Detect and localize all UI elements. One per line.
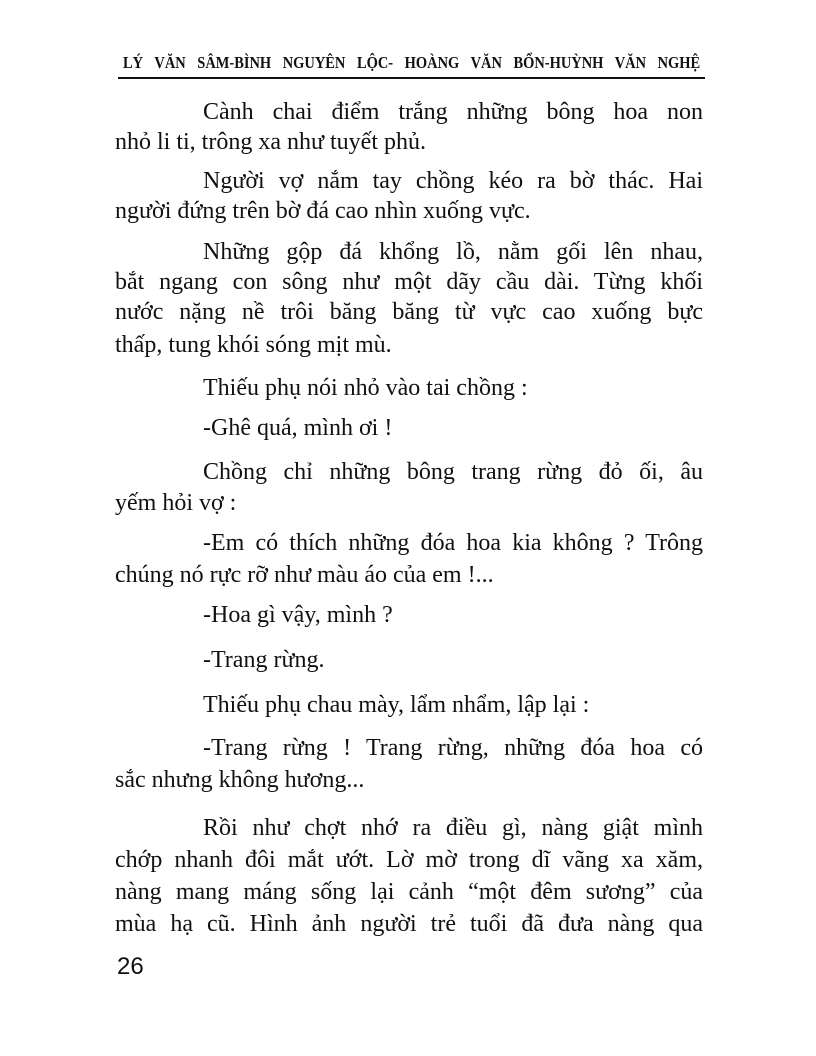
text-line: -Em có thích những đóa hoa kia không ? Trông <box>203 530 703 556</box>
text-line: Chồng chỉ những bông trang rừng đỏ ối, âu <box>203 459 703 485</box>
text-line: bắt ngang con sông như một dãy cầu dài. Từng khối <box>115 269 703 295</box>
text-line: mùa hạ cũ. Hình ảnh người trẻ tuổi đã đưa nàng qua <box>115 911 703 937</box>
text-line: -Ghê quá, mình ơi ! <box>203 415 393 441</box>
text-line: Thiếu phụ nói nhỏ vào tai chồng : <box>203 375 528 401</box>
text-line: -Trang rừng ! Trang rừng, những đóa hoa có <box>203 735 703 761</box>
text-line: thấp, tung khói sóng mịt mù. <box>115 332 392 358</box>
text-line: -Hoa gì vậy, mình ? <box>203 602 393 628</box>
text-line: Những gộp đá khổng lồ, nằm gối lên nhau, <box>203 239 703 265</box>
running-header: LÝ VĂN SÂM-BÌNH NGUYÊN LỘC- HOÀNG VĂN BỔN-HUỲNH VĂN NGHỆ <box>123 53 701 72</box>
header-rule <box>118 77 705 79</box>
text-line: Rồi như chợt nhớ ra điều gì, nàng giật mình <box>203 815 703 841</box>
text-line: nàng mang máng sống lại cảnh “một đêm sương” của <box>115 879 703 905</box>
text-line: yếm hỏi vợ : <box>115 490 237 516</box>
text-line: nhỏ li ti, trông xa như tuyết phủ. <box>115 129 426 155</box>
text-line: Cành chai điểm trắng những bông hoa non <box>203 99 703 125</box>
text-line: chớp nhanh đôi mắt ướt. Lờ mờ trong dĩ vãng xa xăm, <box>115 847 703 873</box>
text-line: -Trang rừng. <box>203 647 325 673</box>
page-number: 26 <box>117 953 144 980</box>
text-line: nước nặng nề trôi băng băng từ vực cao xuống bực <box>115 299 703 325</box>
text-line: chúng nó rực rỡ như màu áo của em !... <box>115 562 494 588</box>
text-line: người đứng trên bờ đá cao nhìn xuống vực. <box>115 198 531 224</box>
text-line: Thiếu phụ chau mày, lẩm nhẩm, lập lại : <box>203 692 590 718</box>
text-line: Người vợ nắm tay chồng kéo ra bờ thác. Hai <box>203 168 703 194</box>
text-line: sắc nhưng không hương... <box>115 767 365 793</box>
